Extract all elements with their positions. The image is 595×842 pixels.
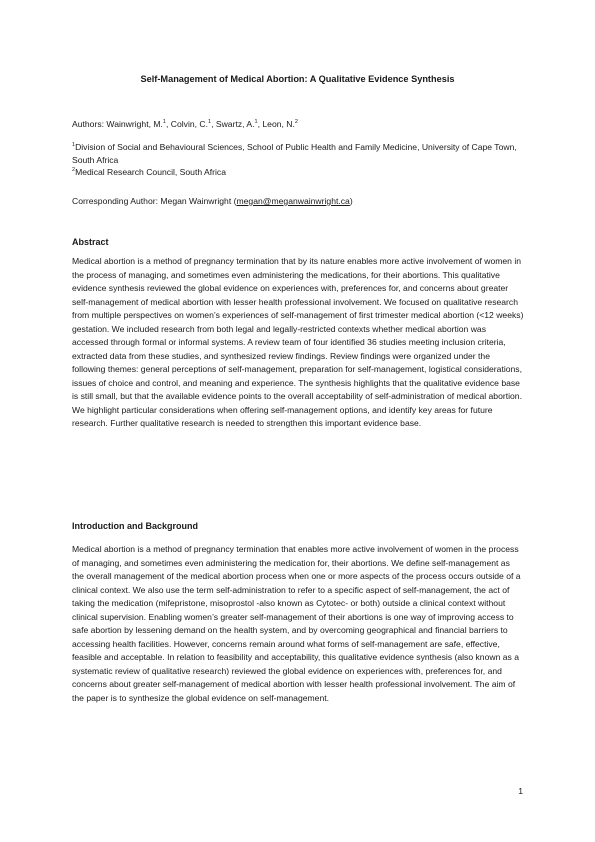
introduction-paragraph: [72, 543, 524, 705]
author-line: [72, 118, 524, 130]
abstract-text: Medical abortion is a method of pregnancy termination that by its nature enables more active involvement of women in the process of managing, and sometimes even administering the medications, for their abortions. This qualitative evidence synthesis reviewed the global evidence on experiences with, preferences for, and concerns about greater self-management of medical abortion with lesser health professional involvement. We focused on qualitative research from multiple perspectives on women’s experiences of self-management of first trimester medical abortion (<12 weeks) gestation. We included research from both legal and legally-restricted contexts whether medical abortion was accessed through formal or informal systems. A review team of four identified 36 studies meeting inclusion criteria, extracted data from these studies, and synthesized review findings. Review findings were organized under the following themes: general perceptions of self-management, preparation for self-management, logistical considerations, issues of choice and control, and meaning and experience. The synthesis highlights that the qualitative evidence base is still small, but that the available evidence points to the overall acceptability of self-administration of medical abortion. We highlight particular considerations when offering self-management options, and identify key areas for future research. Further qualitative research is needed to strengthen this important evidence base.: [72, 256, 524, 428]
author-affiliation-mark: 1: [208, 119, 212, 126]
corresponding-author: [72, 195, 524, 207]
author-name: Leon, N.: [262, 119, 295, 129]
email-link[interactable]: megan@meganwainwright.ca: [236, 196, 350, 206]
author-separator: ,: [211, 119, 216, 129]
author-separator: ,: [257, 119, 263, 129]
affiliation-item: [72, 166, 524, 179]
author-affiliation-mark: 1: [254, 119, 258, 126]
author-affiliation-mark: 1: [162, 119, 166, 126]
introduction-heading: Introduction and Background: [72, 521, 198, 531]
affiliation-mark: 1: [72, 142, 76, 149]
paper-title: Self-Management of Medical Abortion: A Qualitative Evidence Synthesis: [140, 74, 455, 84]
author-name: Wainwright, M.: [106, 119, 163, 129]
page-number: 1: [518, 786, 523, 796]
abstract-heading: Abstract: [72, 237, 109, 247]
introduction-text: Medical abortion is a method of pregnancy termination that enables more active involvement of women in the process of managing, and sometimes even administering the medication for, their abortions. We define self-management as the overall management of the medical abortion process when one or more aspects of the process occurs outside of a clinical context. We also use the term self-administration to refer to a specific aspect of self-management, the act of taking the medication (mifepristone, misoprostol -also known as Cytotec- or both) outside a clinical context without clinical supervision. Enabling women’s greater self-management of their abortions is one way of improving access to safe abortion by lessening demand on the health system, and by overcoming geographical and financial barriers to accessing health facilities. However, concerns remain around what forms of self-management are safe, effective, feasible and acceptable. In relation to feasibility and acceptability, this qualitative evidence synthesis (also known as a systematic review of qualitative research) reviewed the global evidence on experiences with, preferences for, and concerns about greater self-management of medical abortion with lesser health professional involvement. The aim of the paper is to synthesize the global evidence on self-management.: [72, 544, 521, 703]
author-separator: ,: [165, 119, 171, 129]
affiliation-text: Medical Research Council, South Africa: [75, 167, 227, 177]
author-name: Colvin, C.: [170, 119, 209, 129]
authors-label: Authors:: [72, 119, 107, 129]
affiliations: [72, 141, 524, 179]
corresponding-close: ): [349, 196, 353, 206]
author-name: Swartz, A.: [215, 119, 255, 129]
corresponding-label: Corresponding Author: Megan Wainwright (: [72, 196, 237, 206]
affiliation-text: Division of Social and Behavioural Sciences, School of Public Health and Family Medicine, University of Cape Town, South Africa: [72, 142, 517, 165]
affiliation-mark: 2: [72, 167, 76, 174]
affiliation-item: [72, 141, 524, 166]
author-affiliation-mark: 2: [294, 119, 298, 126]
abstract-paragraph: [72, 255, 524, 431]
